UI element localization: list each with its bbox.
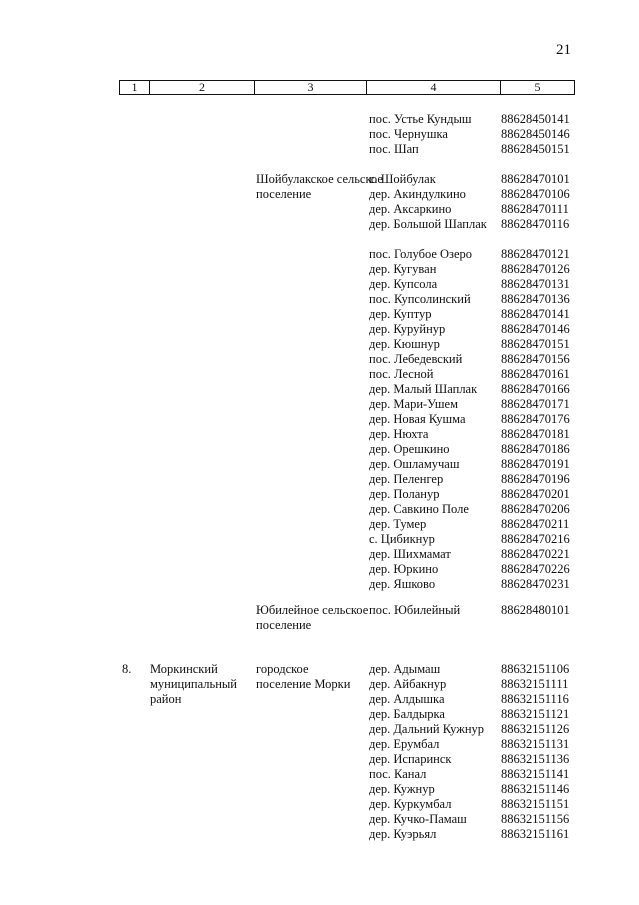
phone-code: 88628470136 (501, 292, 570, 306)
locality-name: дер. Адымаш (369, 662, 441, 676)
phone-code: 88628470206 (501, 502, 570, 516)
locality-name: дер. Куэрьял (369, 827, 437, 841)
locality-name: дер. Балдырка (369, 707, 445, 721)
locality-name: дер. Испаринск (369, 752, 452, 766)
phone-code: 88628470126 (501, 262, 570, 276)
locality-name: пос. Канал (369, 767, 427, 781)
locality-name: дер. Кужнур (369, 782, 435, 796)
locality-name: дер. Кюшнур (369, 337, 440, 351)
phone-code: 88632151116 (501, 692, 569, 706)
locality-name: дер. Пеленгер (369, 472, 444, 486)
locality-name: дер. Кучко-Памаш (369, 812, 467, 826)
phone-code: 88628470101 (501, 172, 570, 186)
locality-name: дер. Яшково (369, 577, 436, 591)
phone-code: 88632151126 (501, 722, 570, 736)
settlement-name: Юбилейное сельское поселение (256, 603, 369, 632)
locality-name: дер. Тумер (369, 517, 427, 531)
locality-name: дер. Акиндулкино (369, 187, 466, 201)
phone-code: 88628450151 (501, 142, 570, 156)
phone-code: 88628470191 (501, 457, 570, 471)
phone-code: 88632151136 (501, 752, 570, 766)
locality-name: дер. Ерумбал (369, 737, 440, 751)
phone-code: 88628470146 (501, 322, 570, 336)
phone-code: 88628470111 (501, 202, 569, 216)
column-header-row (119, 80, 575, 95)
district-name: Моркинский муниципальный район (150, 662, 237, 706)
locality-name: пос. Чернушка (369, 127, 448, 141)
locality-name: дер. Куптур (369, 307, 432, 321)
phone-code: 88628470201 (501, 487, 570, 501)
settlement-name: Шойбулакское сельское поселение (256, 172, 383, 201)
locality-name: дер. Шихмамат (369, 547, 451, 561)
phone-code: 88628480101 (501, 603, 570, 617)
phone-code: 88632151111 (501, 677, 569, 691)
locality-name: дер. Нюхта (369, 427, 429, 441)
locality-name: дер. Айбакнур (369, 677, 447, 691)
locality-name: дер. Савкино Поле (369, 502, 469, 516)
phone-code: 88628470171 (501, 397, 570, 411)
locality-name: дер. Алдышка (369, 692, 445, 706)
phone-code: 88628470196 (501, 472, 570, 486)
phone-code: 88628470221 (501, 547, 570, 561)
phone-code: 88628470186 (501, 442, 570, 456)
locality-name: пос. Лесной (369, 367, 434, 381)
phone-code: 88628470131 (501, 277, 570, 291)
locality-name: дер. Кугуван (369, 262, 437, 276)
phone-code: 88628470141 (501, 307, 570, 321)
column-header-5: 5 (501, 81, 575, 95)
phone-code: 88628470151 (501, 337, 570, 351)
page-number: 21 (556, 42, 571, 58)
locality-name: дер. Куруйнур (369, 322, 446, 336)
locality-name: дер. Новая Кушма (369, 412, 466, 426)
phone-code: 88628470181 (501, 427, 570, 441)
phone-code: 88632151141 (501, 767, 570, 781)
phone-code: 88628450146 (501, 127, 570, 141)
column-header-3: 3 (255, 81, 367, 95)
locality-name: дер. Большой Шаплак (369, 217, 487, 231)
locality-name: пос. Лебедевский (369, 352, 463, 366)
phone-code: 88632151146 (501, 782, 570, 796)
locality-name: с. Цибикнур (369, 532, 435, 546)
phone-code: 88632151131 (501, 737, 570, 751)
locality-name: дер. Поланур (369, 487, 440, 501)
locality-name: дер. Мари-Ушем (369, 397, 459, 411)
settlement-name: городское поселение Морки (256, 662, 351, 691)
locality-name: дер. Куркумбал (369, 797, 452, 811)
phone-code: 88628470166 (501, 382, 570, 396)
locality-name: с. Шойбулак (369, 172, 436, 186)
phone-code: 88632151156 (501, 812, 570, 826)
locality-name: пос. Купсолинский (369, 292, 471, 306)
locality-name: дер. Малый Шаплак (369, 382, 478, 396)
locality-name: пос. Устье Кундыш (369, 112, 472, 126)
phone-code: 88628450141 (501, 112, 570, 126)
phone-code: 88628470176 (501, 412, 570, 426)
locality-name: дер. Дальний Кужнур (369, 722, 485, 736)
locality-name: дер. Купсола (369, 277, 438, 291)
phone-code: 88628470226 (501, 562, 570, 576)
phone-code: 88632151161 (501, 827, 570, 841)
locality-name: дер. Ошламучаш (369, 457, 460, 471)
locality-name: дер. Аксаркино (369, 202, 452, 216)
column-header-4: 4 (367, 81, 501, 95)
column-header-2: 2 (150, 81, 255, 95)
district-index: 8. (122, 662, 132, 676)
phone-code: 88628470106 (501, 187, 570, 201)
column-header-1: 1 (120, 81, 150, 95)
phone-code: 88628470231 (501, 577, 570, 591)
phone-code: 88628470121 (501, 247, 570, 261)
phone-code: 88628470211 (501, 517, 570, 531)
phone-code: 88628470156 (501, 352, 570, 366)
locality-name: пос. Юбилейный (369, 603, 461, 617)
locality-name: пос. Голубое Озеро (369, 247, 473, 261)
phone-code: 88632151106 (501, 662, 570, 676)
locality-name: пос. Шап (369, 142, 419, 156)
phone-code: 88628470216 (501, 532, 570, 546)
locality-name: дер. Орешкино (369, 442, 450, 456)
locality-name: дер. Юркино (369, 562, 439, 576)
phone-code: 88632151151 (501, 797, 570, 811)
phone-code: 88628470161 (501, 367, 570, 381)
phone-code: 88628470116 (501, 217, 570, 231)
phone-code: 88632151121 (501, 707, 570, 721)
